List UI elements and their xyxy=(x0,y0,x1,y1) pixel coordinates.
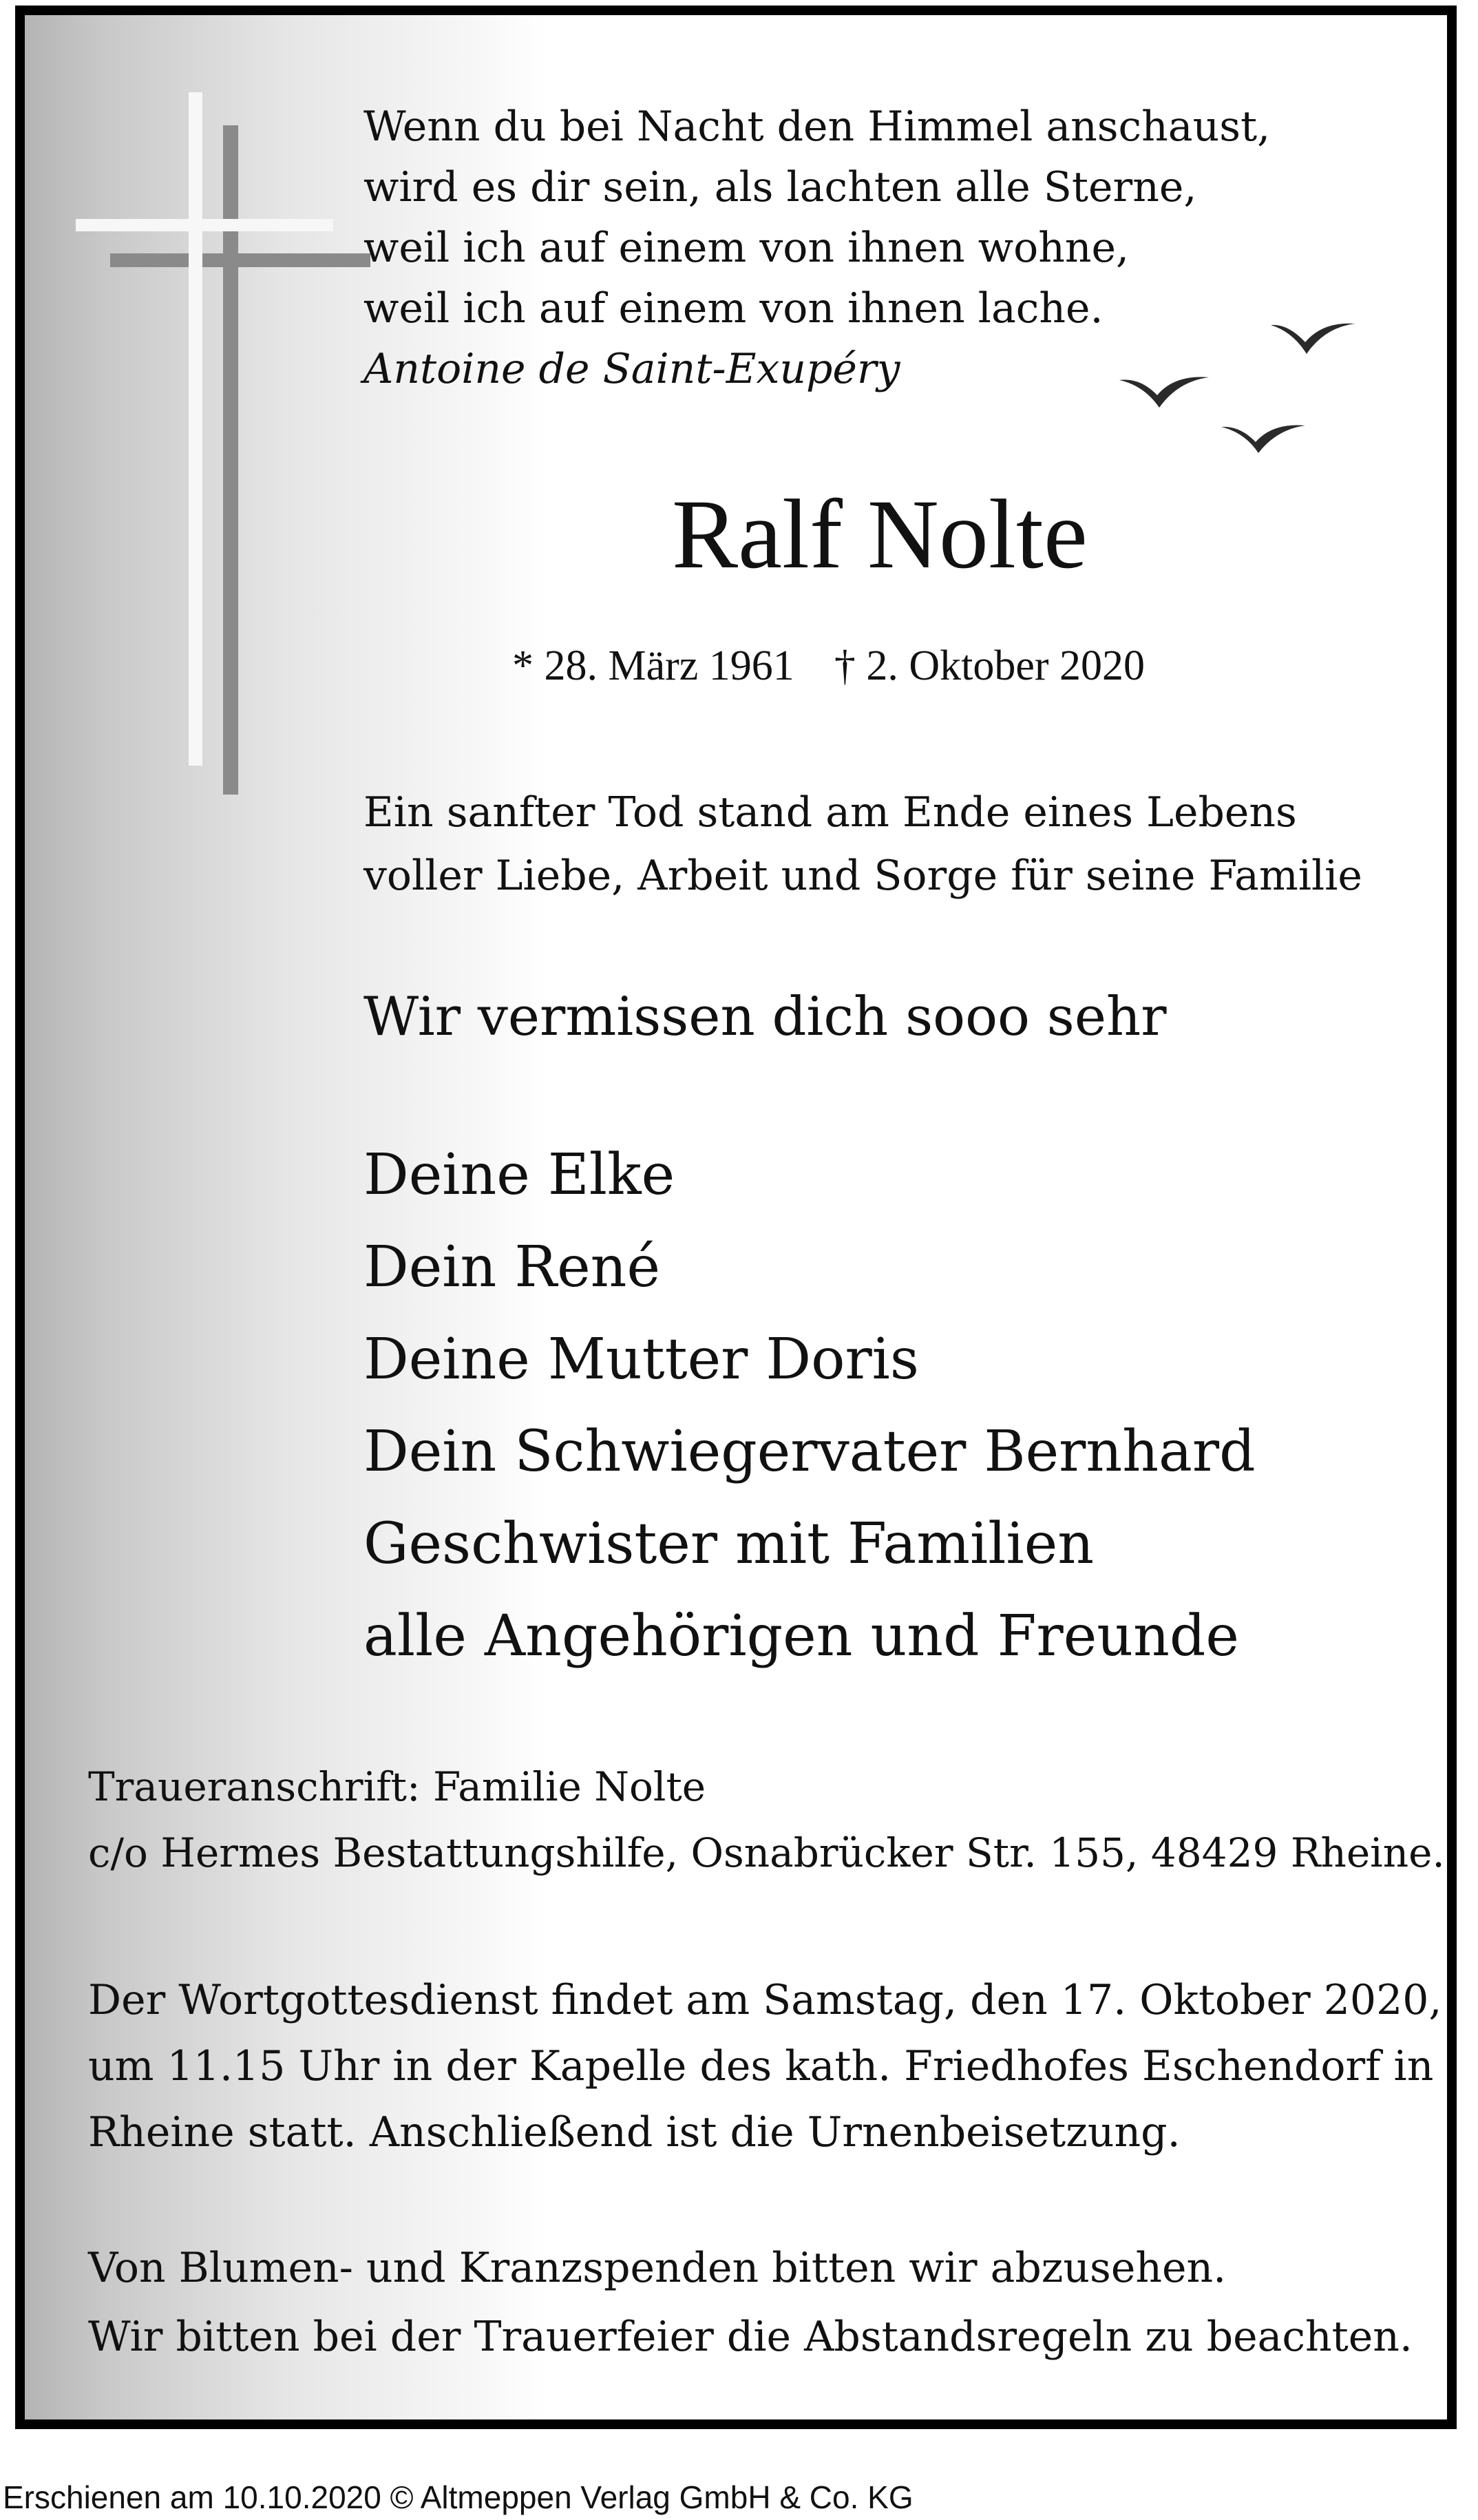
mourner: Dein Schwiegervater Bernhard xyxy=(363,1419,1256,1484)
mourner: Deine Mutter Doris xyxy=(363,1327,919,1392)
service-line: um 11.15 Uhr in der Kapelle des kath. Friedhofes Eschendorf in xyxy=(88,2042,1434,2090)
bird-icon xyxy=(1221,426,1305,454)
death-date: † 2. Oktober 2020 xyxy=(834,642,1145,689)
birth-date: * 28. März 1961 xyxy=(512,642,794,689)
mourner: Deine Elke xyxy=(363,1142,675,1208)
address-line: c/o Hermes Bestattungshilfe, Osnabrücker Str. 155, 48429 Rheine. xyxy=(88,1829,1445,1876)
mourning-address xyxy=(88,1754,1445,1886)
obituary-notice xyxy=(15,6,1457,2429)
bird-icon xyxy=(1271,324,1355,354)
quote-line: Wenn du bei Nacht den Himmel anschaust, xyxy=(363,103,1271,151)
service-line: Der Wortgottesdienst findet am Samstag, den 17. Oktober 2020, xyxy=(88,1976,1442,2024)
epitaph xyxy=(363,781,1362,907)
service-line: Rheine statt. Anschließend ist die Urnenbeisetzung. xyxy=(88,2108,1181,2156)
cross-back-horizontal xyxy=(110,253,370,267)
mourner: Dein René xyxy=(363,1235,660,1300)
epitaph-line: Ein sanfter Tod stand am Ende eines Lebens xyxy=(363,788,1297,837)
deceased-name: Ralf Nolte xyxy=(672,480,1088,589)
epitaph-line: voller Liebe, Arbeit und Sorge für seine Familie xyxy=(363,852,1362,900)
address-line: Traueranschrift: Familie Nolte xyxy=(88,1763,706,1810)
closing-notes xyxy=(88,2234,1413,2371)
life-dates xyxy=(512,642,1145,691)
quote-line: wird es dir sein, als lachten alle Sterne, xyxy=(363,163,1197,211)
mourner: alle Angehörigen und Freunde xyxy=(363,1604,1239,1669)
cross-front-horizontal xyxy=(76,219,333,231)
service-info xyxy=(88,1967,1442,2165)
mourner: Geschwister mit Familien xyxy=(363,1511,1095,1577)
quote xyxy=(363,96,1270,399)
quote-line: weil ich auf einem von ihnen wohne, xyxy=(363,224,1130,272)
publication-footer: Erschienen am 10.10.2020 © Altmeppen Verlag GmbH & Co. KG xyxy=(3,2479,914,2515)
quote-author: Antoine de Saint-Exupéry xyxy=(363,345,900,393)
cross-front-vertical xyxy=(189,92,202,766)
mourners-list xyxy=(363,1129,1256,1683)
closing-line: Wir bitten bei der Trauerfeier die Abstandsregeln zu beachten. xyxy=(88,2313,1413,2361)
quote-line: weil ich auf einem von ihnen lache. xyxy=(363,284,1104,333)
closing-line: Von Blumen- und Kranzspenden bitten wir abzusehen. xyxy=(88,2244,1227,2292)
miss-line: Wir vermissen dich sooo sehr xyxy=(363,986,1167,1048)
